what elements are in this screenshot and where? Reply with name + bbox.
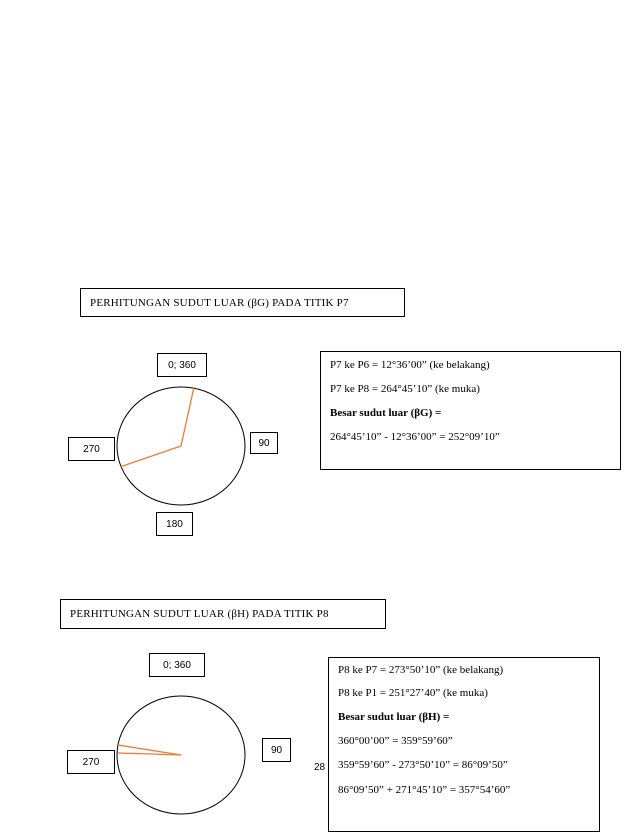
section-g-label-right: 90 <box>250 432 278 454</box>
section-h-calc-heading: Besar sudut luar (βH) = <box>338 711 450 723</box>
section-h-label-top: 0; 360 <box>149 653 205 677</box>
section-h-title-box <box>60 599 386 629</box>
section-h-title: PERHITUNGAN SUDUT LUAR (βH) PADA TITIK P8 <box>70 608 329 620</box>
section-h-label-right: 90 <box>262 738 291 762</box>
section-h-calc-line: 359°59’60” - 273°50’10” = 86°09’50” <box>338 759 508 771</box>
section-g-calc-line: P7 ke P8 = 264°45’10” (ke muka) <box>330 383 480 395</box>
section-h-calc-line: 360°00’00” = 359°59’60” <box>338 735 453 747</box>
section-g-title: PERHITUNGAN SUDUT LUAR (βG) PADA TITIK P7 <box>90 296 349 309</box>
section-h-calc-line: P8 ke P7 = 273°50’10” (ke belakang) <box>338 664 504 676</box>
section-g-foresight-line <box>120 446 181 467</box>
section-h-calculation-box <box>328 657 600 832</box>
section-g-calc-result: 264°45’10” - 12°36’00” = 252°09’10” <box>330 431 500 443</box>
section-g-label-top: 0; 360 <box>157 353 207 377</box>
section-h-calc-result: 86°09’50” + 271°45’10” = 357°54’60” <box>338 784 511 796</box>
section-h-calc-line: P8 ke P1 = 251°27’40” (ke muka) <box>338 687 488 699</box>
section-g-label-bottom: 180 <box>156 512 193 536</box>
section-g-backsight-line <box>181 387 194 446</box>
section-g-label-left: 270 <box>68 437 115 461</box>
page-number: 28 <box>314 762 326 773</box>
section-h-label-left: 270 <box>67 750 115 774</box>
section-g-calc-line: P7 ke P6 = 12°36’00” (ke belakang) <box>330 359 490 371</box>
section-g-calculation-box <box>320 351 621 470</box>
section-g-calc-heading: Besar sudut luar (βG) = <box>330 407 442 419</box>
